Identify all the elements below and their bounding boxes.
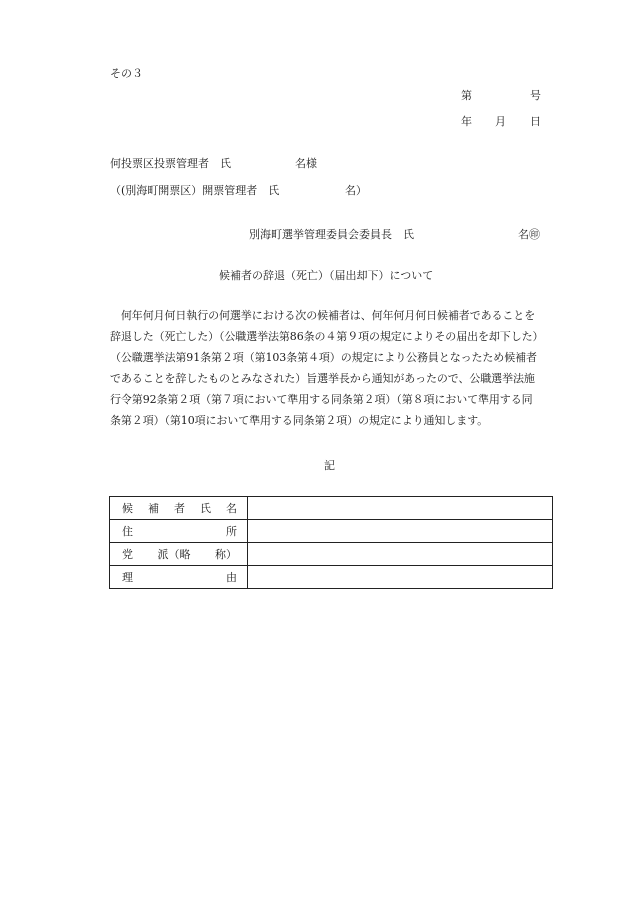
date-day: 日 [530,115,541,128]
candidate-info-table [109,496,553,589]
body-line: 行令第92条第２項（第７項において準用する同条第２項）（第８項において準用する同 [110,393,533,406]
value-address [248,520,553,543]
document-number-go: 号 [530,89,541,102]
document-number-dai: 第 [461,89,472,102]
label-candidate-name [110,497,248,520]
label-char: 住 [122,525,133,538]
table-row [110,520,553,543]
label-char: 派（略 [157,548,191,561]
sender-title: 別海町選挙管理委員会委員長 氏 [249,228,414,241]
sender-seal: 名㊞ [518,228,540,241]
body-paragraph [110,305,555,431]
body-line: 辞退した（死亡した）（公職選挙法第86条の４第９項の規定によりその届出を却下した） [110,330,544,343]
body-line: 何年何月何日執行の何選挙における次の候補者は、何年何月何日候補者であることを [110,309,536,322]
label-char: 補 [148,502,159,515]
label-reason [110,566,248,589]
date-year: 年 [461,115,472,128]
label-char: 者 [174,502,185,515]
value-party [248,543,553,566]
addressee-1-title: 何投票区投票管理者 氏 [110,157,231,170]
label-char: 称） [215,548,237,561]
label-address [110,520,248,543]
addressee-2-honorific: 名） [345,184,367,197]
form-number: その３ [110,67,143,80]
ki-heading: 記 [324,459,335,472]
document-subject: 候補者の辞退（死亡）（届出却下）について [219,269,434,282]
label-char: 理 [122,571,133,584]
value-candidate-name [248,497,553,520]
label-char: 候 [122,502,133,515]
body-line: であることを辞したものとみなされた）旨選挙長から通知があったので、公職選挙法施 [110,372,535,385]
label-char: 党 [122,548,133,561]
body-line: 条第２項）（第10項において準用する同条第２項）の規定により通知します。 [110,414,489,427]
label-chars [122,500,237,516]
label-char: 所 [226,525,237,538]
table-row [110,566,553,589]
table-row [110,497,553,520]
value-reason [248,566,553,589]
table-row [110,543,553,566]
label-char: 名 [226,502,237,515]
addressee-1-honorific: 名様 [295,157,317,170]
label-party [110,543,248,566]
label-char: 氏 [200,502,211,515]
label-chars [122,569,237,585]
date-month: 月 [495,115,506,128]
body-line: （公職選挙法第91条第２項（第103条第４項）の規定により公務員となったため候補者 [110,351,537,364]
label-chars [122,523,237,539]
label-chars [122,546,237,562]
addressee-2-title: （(別海町開票区）開票管理者 氏 [110,184,280,197]
label-char: 由 [226,571,237,584]
